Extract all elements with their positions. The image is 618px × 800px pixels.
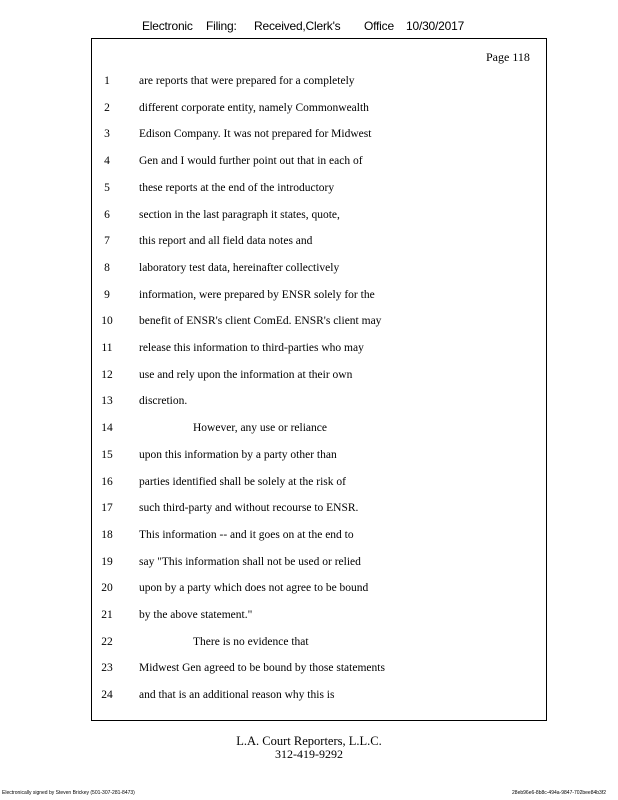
line-text: upon by a party which does not agree to be bound xyxy=(139,582,369,595)
transcript-line xyxy=(0,394,618,414)
transcript-line xyxy=(0,528,618,548)
transcript-line xyxy=(0,208,618,228)
line-text: and that is an additional reason why this is xyxy=(139,689,335,702)
reporter-company: L.A. Court Reporters, L.L.C. xyxy=(236,734,382,748)
e-signature-text: Electronically signed by Steven Brickey (501-307-281-8473) xyxy=(2,790,135,796)
transcript-line xyxy=(0,635,618,655)
line-number: 7 xyxy=(104,235,110,248)
line-number: 20 xyxy=(101,582,113,595)
document-id: 28eb96e6-8b8c-494a-9847-702bee84b3f2 xyxy=(512,790,606,796)
transcript-line xyxy=(0,501,618,521)
line-number: 13 xyxy=(101,395,113,408)
line-number: 5 xyxy=(104,181,110,194)
line-number: 8 xyxy=(104,261,110,274)
transcript-line xyxy=(0,127,618,147)
line-text: these reports at the end of the introductory xyxy=(139,181,335,194)
transcript-line xyxy=(0,181,618,201)
transcript-line xyxy=(0,608,618,628)
line-text: Edison Company. It was not prepared for Midwest xyxy=(139,128,372,141)
line-text: different corporate entity, namely Commonwealth xyxy=(139,101,369,114)
line-number: 1 xyxy=(104,75,110,87)
transcript-line xyxy=(0,368,618,388)
line-text: This information -- and it goes on at the end to xyxy=(139,528,354,541)
filing-header xyxy=(142,19,464,33)
line-number: 6 xyxy=(104,208,110,221)
line-text: Midwest Gen agreed to be bound by those statements xyxy=(139,662,385,675)
line-text: by the above statement." xyxy=(139,609,253,621)
line-number: 3 xyxy=(104,128,110,141)
line-text: say "This information shall not be used or relied xyxy=(139,555,361,568)
transcript-line xyxy=(0,261,618,281)
line-text: There is no evidence that xyxy=(193,635,309,648)
transcript-line xyxy=(0,314,618,334)
transcript-line xyxy=(0,288,618,308)
line-text: laboratory test data, hereinafter collectively xyxy=(139,261,340,274)
transcript-line xyxy=(0,475,618,495)
line-text: information, were prepared by ENSR solely for the xyxy=(139,288,375,301)
line-number: 23 xyxy=(101,662,113,675)
line-text: discretion. xyxy=(139,395,188,408)
line-number: 19 xyxy=(101,555,113,568)
line-number: 14 xyxy=(101,422,113,435)
line-text: parties identified shall be solely at the risk of xyxy=(139,475,346,488)
line-text: release this information to third-parties who may xyxy=(139,342,364,354)
transcript-line xyxy=(0,555,618,575)
line-number: 21 xyxy=(101,609,113,621)
line-text: such third-party and without recourse to ENSR. xyxy=(139,502,359,515)
transcript-line xyxy=(0,421,618,441)
transcript-line xyxy=(0,341,618,361)
header-electronic: Electronic xyxy=(142,19,193,33)
line-text: benefit of ENSR's client ComEd. ENSR's client may xyxy=(139,315,382,328)
line-number: 17 xyxy=(101,502,113,515)
line-text: are reports that were prepared for a completely xyxy=(139,75,355,87)
header-office: Office xyxy=(364,19,394,33)
line-number: 12 xyxy=(101,368,113,381)
transcript-line xyxy=(0,661,618,681)
header-date: 10/30/2017 xyxy=(406,19,465,33)
line-number: 10 xyxy=(101,315,113,328)
line-number: 4 xyxy=(104,155,110,168)
transcript-line xyxy=(0,74,618,94)
transcript-line xyxy=(0,688,618,708)
header-filing: Filing: xyxy=(206,19,237,33)
transcript-line xyxy=(0,448,618,468)
line-number: 18 xyxy=(101,528,113,541)
line-number: 16 xyxy=(101,475,113,488)
transcript-line xyxy=(0,154,618,174)
reporter-phone: 312-419-9292 xyxy=(275,747,343,761)
line-text: However, any use or reliance xyxy=(193,422,327,435)
line-number: 15 xyxy=(101,448,113,461)
line-text: Gen and I would further point out that in each of xyxy=(139,155,363,168)
line-number: 9 xyxy=(104,288,110,301)
transcript-line xyxy=(0,234,618,254)
line-text: use and rely upon the information at their own xyxy=(139,368,353,381)
line-number: 24 xyxy=(101,689,113,702)
line-text: section in the last paragraph it states, quote, xyxy=(139,208,340,221)
transcript-line xyxy=(0,101,618,121)
line-number: 2 xyxy=(104,101,110,114)
line-text: upon this information by a party other than xyxy=(139,448,337,461)
line-text: this report and all field data notes and xyxy=(139,235,313,248)
line-number: 11 xyxy=(101,342,113,354)
line-number: 22 xyxy=(101,635,113,648)
transcript-line xyxy=(0,581,618,601)
page-number: Page 118 xyxy=(486,50,530,64)
header-received-clerks: Received,Clerk's xyxy=(254,19,341,33)
